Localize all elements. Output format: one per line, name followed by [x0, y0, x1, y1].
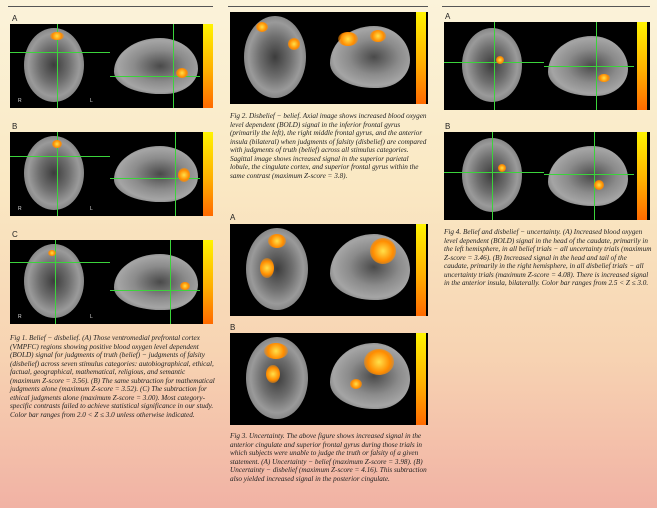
figure-1-panel-b-image	[10, 132, 213, 216]
figure-4-caption: Fig 4. Belief and disbelief − uncertainty. (A) Increased blood oxygen level dependent (BOLD) signal in the head of the caudate, primarily in the left hemisphere, in all belief trials − all uncertainty trials (maximum Z-score = 3.46). (B) Increased signal in the head and tail of the caudate, primarily in the right hemisphere, in all disbelief trials − all uncertainty trials (maximum Z-score = 4.08). There is increased signal in the anterior insula, bilaterally. Color bar ranges from 2.5 < Z ≤ 3.0.	[444, 228, 652, 287]
figure-2-caption: Fig 2. Disbelief − belief. Axial image shows increased blood oxygen level dependent (BOLD) signal in the inferior frontal gyrus (primarily the left), the right middle frontal gyrus, and the anterior insula (bilateral) when judgments of falsity (disbelief) are compared with judgments of truth (belief) across all stimulus categories. Sagittal image shows increased signal in the superior parietal lobule, the cingulate cortex, and superior frontal gyrus within the same contrast (maximum Z-score = 3.8).	[230, 112, 427, 180]
figure-1-panel-c-image	[10, 240, 213, 324]
activation-blob	[364, 349, 394, 375]
orientation-label-right: R	[18, 98, 22, 104]
activation-blob	[268, 234, 286, 248]
orientation-label-right: R	[18, 206, 22, 212]
activation-blob	[594, 180, 604, 190]
activation-blob	[266, 365, 280, 383]
color-bar	[416, 12, 426, 104]
activation-blob	[370, 30, 386, 42]
activation-blob	[180, 282, 190, 290]
crosshair-horizontal	[10, 156, 110, 157]
figure-1-panel-a-image	[10, 24, 213, 108]
crosshair-vertical-sagittal	[594, 132, 595, 220]
sagittal-brain-slice	[548, 146, 628, 206]
crosshair-vertical	[494, 22, 495, 110]
crosshair-horizontal-sagittal	[110, 290, 200, 291]
crosshair-vertical-sagittal	[173, 24, 174, 108]
activation-blob	[338, 32, 358, 46]
activation-blob	[350, 379, 362, 389]
crosshair-vertical-sagittal	[170, 240, 171, 324]
color-bar	[203, 24, 213, 108]
crosshair-horizontal	[10, 262, 110, 263]
figure-3-panel-b-letter: B	[230, 323, 236, 332]
crosshair-horizontal	[444, 62, 544, 63]
figure-1-caption: Fig 1. Belief − disbelief. (A) Those ventromedial prefrontal cortex (VMPFC) regions showing positive blood oxygen level dependent (BOLD) signal for judgments of truth (belief) − judgments of falsity (disbelief) across seven stimulus categories: autobiographical, ethical, factual, geographical, mathematical, religious, and semantic (maximum Z-score = 3.56). (B) The same subtraction for mathematical judgments alone (maximum Z-score = 3.52). (C) The subtraction for ethical judgments alone (maximum Z-score = 3.00). Most category-specific contrasts failed to achieve statistical significance in our study. Color bar ranges from 2.0 < Z ≤ 3.0 unless otherwise indicated.	[10, 334, 215, 419]
activation-blob	[256, 22, 268, 32]
column-rule-right	[442, 6, 650, 7]
orientation-label-left: L	[90, 206, 93, 212]
crosshair-horizontal-sagittal	[544, 174, 634, 175]
activation-blob	[498, 164, 506, 172]
activation-blob	[52, 140, 62, 148]
column-rule-left	[8, 6, 213, 7]
column-rule-middle	[228, 6, 428, 7]
activation-blob	[598, 74, 610, 82]
activation-blob	[176, 68, 188, 78]
figure-3-panel-b-image	[230, 333, 428, 425]
activation-blob	[50, 32, 64, 40]
figure-3-panel-a-image	[230, 224, 428, 316]
color-bar	[203, 132, 213, 216]
figure-1-panel-a-letter: A	[12, 14, 18, 23]
activation-blob	[178, 168, 190, 182]
orientation-label-left: L	[90, 98, 93, 104]
crosshair-vertical	[492, 132, 493, 220]
axial-brain-slice	[244, 16, 306, 98]
figure-4-panel-b-image	[444, 132, 650, 220]
orientation-label-right: R	[18, 314, 22, 320]
activation-blob	[264, 343, 288, 359]
activation-blob	[496, 56, 504, 64]
activation-blob	[288, 38, 300, 50]
orientation-label-left: L	[90, 314, 93, 320]
activation-blob	[370, 238, 396, 264]
activation-blob	[260, 258, 274, 278]
figure-3-panel-a-letter: A	[230, 213, 236, 222]
color-bar	[203, 240, 213, 324]
figure-3-caption: Fig 3. Uncertainty. The above figure shows increased signal in the anterior cingulate and superior frontal gyrus during those trials in which subjects were unable to judge the truth or falsity of a given statement. (A) Uncertainty − belief (maximum Z-score = 3.98). (B) Uncertainty − disbelief (maximum Z-score = 4.16). This subtraction also yielded increased signal in the posterior cingulate.	[230, 432, 427, 483]
color-bar	[416, 224, 426, 316]
axial-brain-slice	[462, 28, 522, 102]
figure-4-panel-b-letter: B	[445, 122, 451, 131]
color-bar	[637, 132, 647, 220]
crosshair-vertical-sagittal	[175, 132, 176, 216]
figure-4-panel-a-letter: A	[445, 12, 451, 21]
sagittal-brain-slice	[330, 234, 410, 300]
figure-1-panel-b-letter: B	[12, 122, 18, 131]
sagittal-brain-slice	[114, 38, 198, 94]
color-bar	[637, 22, 647, 110]
figure-2-image	[230, 12, 428, 104]
figure-4-panel-a-image	[444, 22, 650, 110]
crosshair-horizontal	[444, 172, 544, 173]
activation-blob	[48, 250, 56, 256]
crosshair-horizontal	[10, 52, 110, 53]
color-bar	[416, 333, 426, 425]
crosshair-horizontal-sagittal	[544, 66, 634, 67]
figure-1-panel-c-letter: C	[12, 230, 18, 239]
